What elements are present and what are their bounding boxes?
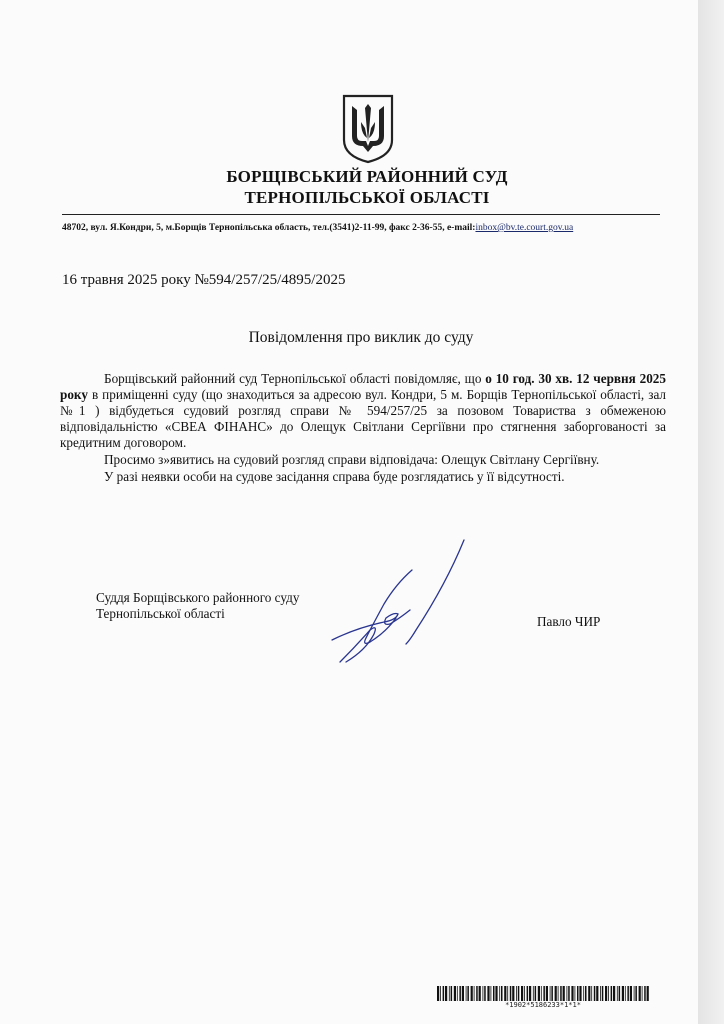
document-date-number: 16 травня 2025 року №594/257/25/4895/2025 [62, 272, 346, 288]
judge-name: Павло ЧИР [537, 614, 601, 629]
summons-intro: Борщівський районний суд Тернопільської області повідомляє, що [104, 371, 486, 386]
judge-position-line1: Суддя Борщівського районного суду [96, 590, 300, 605]
paragraph-warning: У разі неявки особи на судове засідання справа буде розглядатись у її відсутності. [104, 469, 565, 484]
summons-details: в приміщенні суду (що знаходиться за адресою вул. Кондри, 5 м. Борщів Тернопільської області, зал №1 ) відбудеться судовий розгляд справи № 594/257/25 за позовом Товариства з обмеженою відповідальністю «СВЕА ФІНАНС» до Олещук Світлани Сергіївни про стягнення заборгованості за кредитним договором. [60, 387, 666, 450]
letterhead-divider [62, 214, 660, 215]
court-address [62, 223, 662, 233]
judge-position [96, 590, 299, 622]
document-body [60, 371, 666, 485]
scanner-edge [698, 0, 724, 1024]
handwritten-signature [326, 534, 476, 666]
court-name-line2: ТЕРНОПІЛЬСЬКОЇ ОБЛАСТІ [244, 188, 490, 207]
judge-position-line2: Тернопільської області [96, 606, 225, 621]
document-title [0, 329, 698, 347]
barcode-icon [437, 986, 649, 1001]
paragraph-request: Просимо з»явитись на судовий розгляд справи відповідача: Олещук Світлану Сергіївну. [104, 452, 600, 467]
court-name-line1: БОРЩІВСЬКИЙ РАЙОННИЙ СУД [226, 167, 508, 186]
address-text: 48702, вул. Я.Кондри, 5, м.Борщів Тернопільська область, тел.(3541)2-11-99, факс 2-36-55, e-mail: [62, 223, 476, 233]
barcode-text: *1902*5186233*1*1* [505, 1001, 581, 1009]
paragraph-summons [60, 371, 666, 451]
trident-emblem-icon [341, 94, 395, 164]
document-title-text: Повідомлення про виклик до суду [248, 329, 474, 346]
hearing-datetime: о 10 год. 30 хв. 12 червня 2025 року [60, 371, 666, 402]
email-link[interactable]: inbox@bv.te.court.gov.ua [475, 223, 574, 233]
court-name [0, 166, 698, 208]
